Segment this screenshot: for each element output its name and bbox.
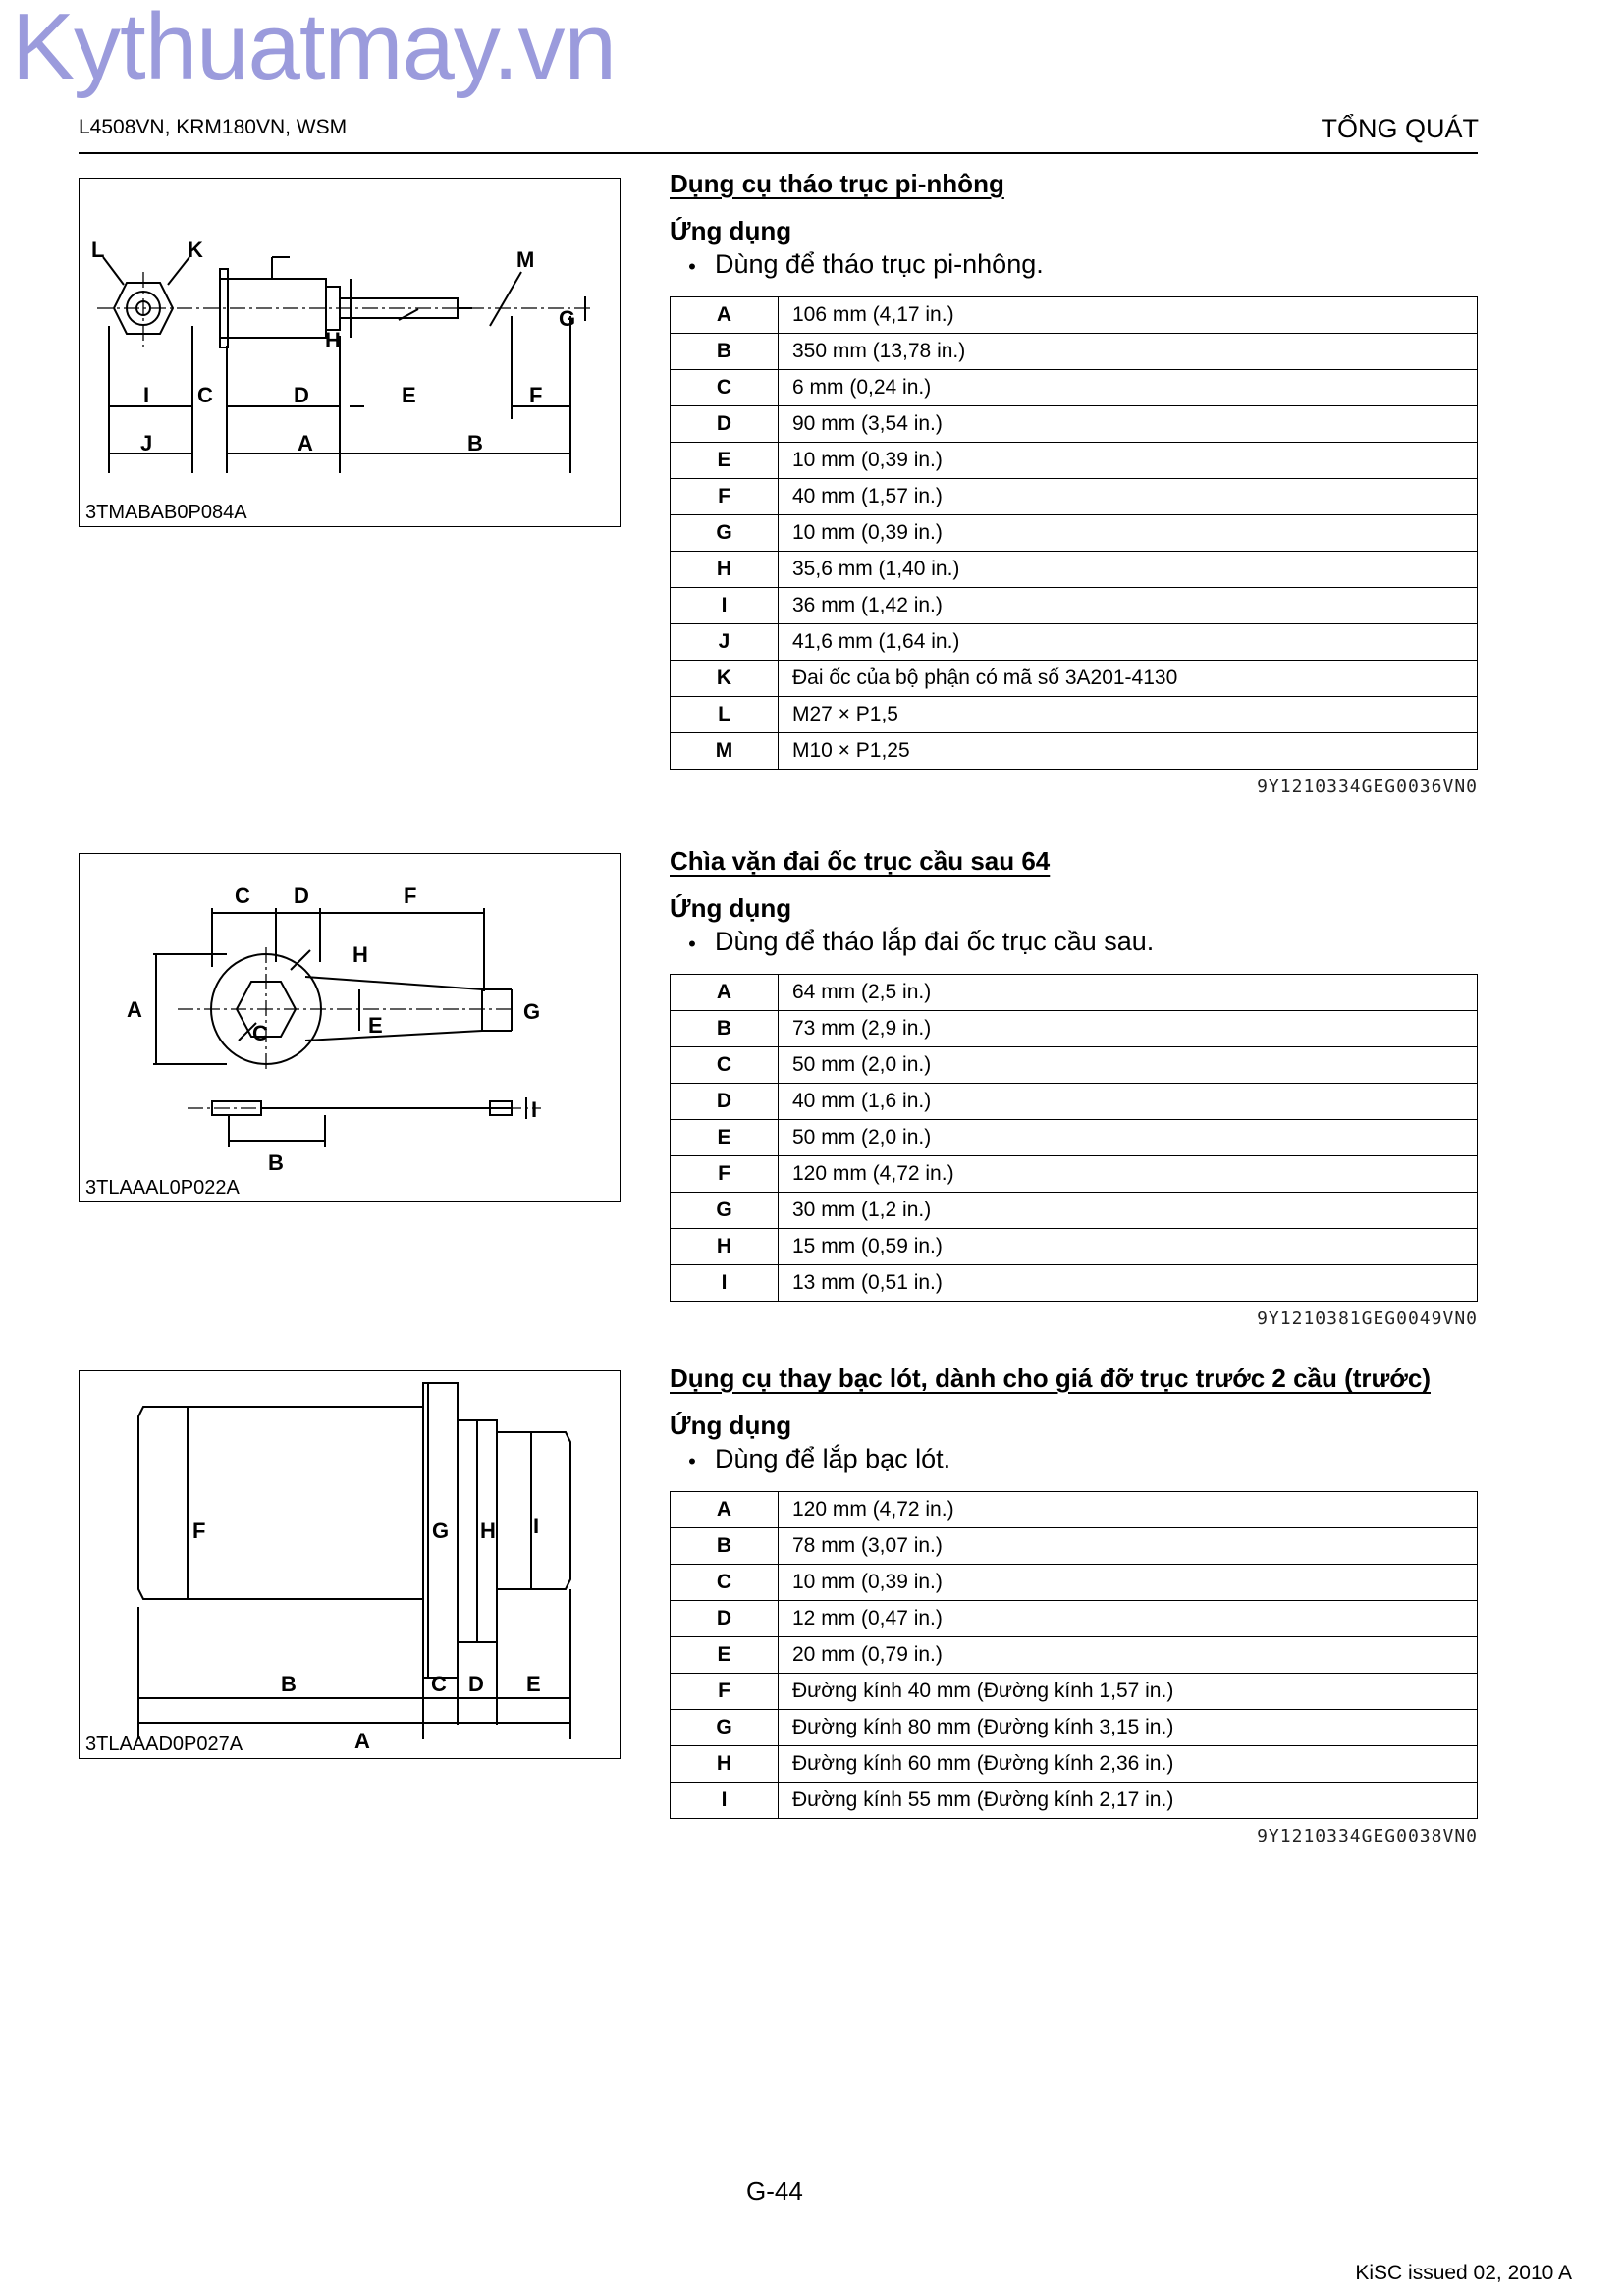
row-key: F (671, 479, 779, 515)
table-row (671, 1674, 1478, 1710)
row-value: 15 mm (0,59 in.) (779, 1229, 1478, 1265)
row-value: 41,6 mm (1,64 in.) (779, 624, 1478, 661)
label-A: A (127, 997, 142, 1022)
label-G: G (432, 1519, 450, 1543)
row-key: G (671, 515, 779, 552)
row-key: D (671, 1601, 779, 1637)
row-value: 106 mm (4,17 in.) (779, 297, 1478, 334)
label-H: H (325, 328, 341, 352)
label-D: D (468, 1672, 484, 1696)
table-row (671, 1601, 1478, 1637)
label-G: G (559, 306, 576, 331)
row-value: 35,6 mm (1,40 in.) (779, 552, 1478, 588)
table-row (671, 1528, 1478, 1565)
row-value: Đường kính 40 mm (Đường kính 1,57 in.) (779, 1674, 1478, 1710)
bullet-text: Dùng để lắp bạc lót. (715, 1444, 951, 1473)
table-row (671, 515, 1478, 552)
row-value: 120 mm (4,72 in.) (779, 1156, 1478, 1193)
label-C: C (197, 383, 213, 407)
table-row (671, 406, 1478, 443)
chapter-title: TỔNG QUÁT (1321, 114, 1479, 143)
row-key: D (671, 406, 779, 443)
label-H: H (352, 942, 368, 967)
table-row (671, 975, 1478, 1011)
application-heading: Ứng dụng (670, 893, 792, 923)
bullet-text: Dùng để tháo trục pi-nhông. (715, 249, 1044, 279)
label-E: E (368, 1013, 383, 1038)
table-row (671, 370, 1478, 406)
row-value: 350 mm (13,78 in.) (779, 334, 1478, 370)
row-value: 13 mm (0,51 in.) (779, 1265, 1478, 1302)
row-key: H (671, 1746, 779, 1783)
row-value: 50 mm (2,0 in.) (779, 1047, 1478, 1084)
row-key: F (671, 1156, 779, 1193)
table-row (671, 1710, 1478, 1746)
table-row (671, 1120, 1478, 1156)
application-bullet (670, 249, 1478, 285)
figure-code: 3TLAAAD0P027A (85, 1734, 243, 1755)
bushing-tool-drawing (80, 1371, 622, 1760)
label-E: E (526, 1672, 541, 1696)
label-F: F (529, 383, 543, 407)
table-row (671, 334, 1478, 370)
figure-bushing-replacing-tool (79, 1370, 621, 1759)
row-value: Đai ốc của bộ phận có mã số 3A201-4130 (779, 661, 1478, 697)
row-value: 6 mm (0,24 in.) (779, 370, 1478, 406)
row-key: A (671, 1492, 779, 1528)
row-key: E (671, 1637, 779, 1674)
label-A: A (298, 431, 313, 455)
application-bullet (670, 927, 1478, 962)
row-value: 50 mm (2,0 in.) (779, 1120, 1478, 1156)
row-value: 12 mm (0,47 in.) (779, 1601, 1478, 1637)
table-row (671, 1156, 1478, 1193)
row-key: D (671, 1084, 779, 1120)
label-C: C (235, 883, 250, 908)
application-bullet (670, 1444, 1478, 1479)
row-key: F (671, 1674, 779, 1710)
document-code: 9Y1210334GEG0038VN0 (1257, 1826, 1478, 1846)
figure-pinion-shaft-remover (79, 178, 621, 527)
figure-code: 3TMABAB0P084A (85, 502, 247, 523)
section-title: Dụng cụ thay bạc lót, dành cho giá đỡ trục trước 2 cầu (trước) (670, 1363, 1431, 1393)
spec-table (670, 974, 1478, 1302)
table-row (671, 297, 1478, 334)
section-title: Dụng cụ tháo trục pi-nhông (670, 169, 1004, 198)
row-key: C (671, 1047, 779, 1084)
table-row (671, 624, 1478, 661)
table-row (671, 733, 1478, 770)
bullet-text: Dùng để tháo lắp đai ốc trục cầu sau. (715, 927, 1155, 956)
label-I: I (533, 1514, 540, 1538)
row-key: H (671, 1229, 779, 1265)
label-I: I (143, 383, 150, 407)
label-L: L (91, 238, 105, 262)
header-rule (79, 152, 1478, 154)
row-value: 40 mm (1,57 in.) (779, 479, 1478, 515)
row-value: 64 mm (2,5 in.) (779, 975, 1478, 1011)
pinion-remover-drawing (80, 179, 622, 528)
row-key: I (671, 1265, 779, 1302)
row-value: 10 mm (0,39 in.) (779, 443, 1478, 479)
label-D: D (294, 883, 309, 908)
label-B: B (281, 1672, 297, 1696)
table-row (671, 697, 1478, 733)
row-key: H (671, 552, 779, 588)
label-H: H (480, 1519, 496, 1543)
row-key: I (671, 1783, 779, 1819)
row-key: C (671, 370, 779, 406)
manual-model-header: L4508VN, KRM180VN, WSM (79, 116, 348, 138)
figure-rear-axle-nut-wrench (79, 853, 621, 1202)
table-row (671, 1229, 1478, 1265)
section-rear-axle-nut-wrench (670, 846, 1478, 1329)
table-row (671, 1265, 1478, 1302)
row-key: C (671, 1565, 779, 1601)
document-code: 9Y1210381GEG0049VN0 (1257, 1308, 1478, 1329)
table-row (671, 1783, 1478, 1819)
row-key: A (671, 297, 779, 334)
document-code: 9Y1210334GEG0036VN0 (1257, 776, 1478, 797)
row-key: L (671, 697, 779, 733)
label-A: A (354, 1729, 370, 1753)
label-D: D (294, 383, 309, 407)
row-value: 10 mm (0,39 in.) (779, 515, 1478, 552)
row-value: 10 mm (0,39 in.) (779, 1565, 1478, 1601)
row-value: M27 × P1,5 (779, 697, 1478, 733)
issue-footer: KiSC issued 02, 2010 A (1355, 2262, 1572, 2284)
application-heading: Ứng dụng (670, 1411, 792, 1440)
row-value: Đường kính 55 mm (Đường kính 2,17 in.) (779, 1783, 1478, 1819)
row-value: 73 mm (2,9 in.) (779, 1011, 1478, 1047)
label-F: F (404, 883, 417, 908)
table-row (671, 588, 1478, 624)
label-E: E (402, 383, 416, 407)
application-heading: Ứng dụng (670, 216, 792, 245)
row-key: E (671, 443, 779, 479)
row-key: G (671, 1193, 779, 1229)
bullet-dot: • (688, 254, 696, 279)
row-key: B (671, 334, 779, 370)
row-key: I (671, 588, 779, 624)
row-key: E (671, 1120, 779, 1156)
row-key: G (671, 1710, 779, 1746)
label-K: K (188, 238, 203, 262)
label-B: B (268, 1150, 284, 1175)
bullet-dot: • (688, 932, 696, 956)
section-pinion-shaft-remover (670, 169, 1478, 797)
label-J: J (140, 431, 153, 455)
label-F: F (192, 1519, 206, 1543)
label-C: C (431, 1672, 447, 1696)
table-row (671, 1492, 1478, 1528)
row-key: M (671, 733, 779, 770)
row-value: 78 mm (3,07 in.) (779, 1528, 1478, 1565)
spec-table (670, 1491, 1478, 1819)
row-key: K (671, 661, 779, 697)
table-row (671, 1011, 1478, 1047)
row-value: 40 mm (1,6 in.) (779, 1084, 1478, 1120)
row-key: B (671, 1011, 779, 1047)
row-value: Đường kính 80 mm (Đường kính 3,15 in.) (779, 1710, 1478, 1746)
row-value: 120 mm (4,72 in.) (779, 1492, 1478, 1528)
label-M: M (516, 247, 535, 272)
row-value: 90 mm (3,54 in.) (779, 406, 1478, 443)
row-value: 30 mm (1,2 in.) (779, 1193, 1478, 1229)
page-number: G-44 (746, 2176, 803, 2206)
row-value: 20 mm (0,79 in.) (779, 1637, 1478, 1674)
table-row (671, 1637, 1478, 1674)
table-row (671, 1565, 1478, 1601)
label-G: G (523, 999, 541, 1024)
figure-code: 3TLAAAL0P022A (85, 1177, 240, 1199)
section-title: Chìa vặn đai ốc trục cầu sau 64 (670, 846, 1051, 876)
row-value: M10 × P1,25 (779, 733, 1478, 770)
row-value: 36 mm (1,42 in.) (779, 588, 1478, 624)
row-key: J (671, 624, 779, 661)
table-row (671, 1193, 1478, 1229)
table-row (671, 1047, 1478, 1084)
section-bushing-replacing-tool (670, 1363, 1478, 1846)
label-B: B (467, 431, 483, 455)
row-key: A (671, 975, 779, 1011)
label-C2: C (252, 1021, 268, 1045)
watermark: Kythuatmay.vn (12, 0, 616, 99)
table-row (671, 1746, 1478, 1783)
table-row (671, 1084, 1478, 1120)
table-row (671, 661, 1478, 697)
table-row (671, 443, 1478, 479)
spec-table (670, 296, 1478, 770)
row-value: Đường kính 60 mm (Đường kính 2,36 in.) (779, 1746, 1478, 1783)
table-row (671, 552, 1478, 588)
bullet-dot: • (688, 1449, 696, 1473)
nut-wrench-drawing (80, 854, 622, 1203)
table-row (671, 479, 1478, 515)
row-key: B (671, 1528, 779, 1565)
label-I: I (531, 1097, 538, 1122)
